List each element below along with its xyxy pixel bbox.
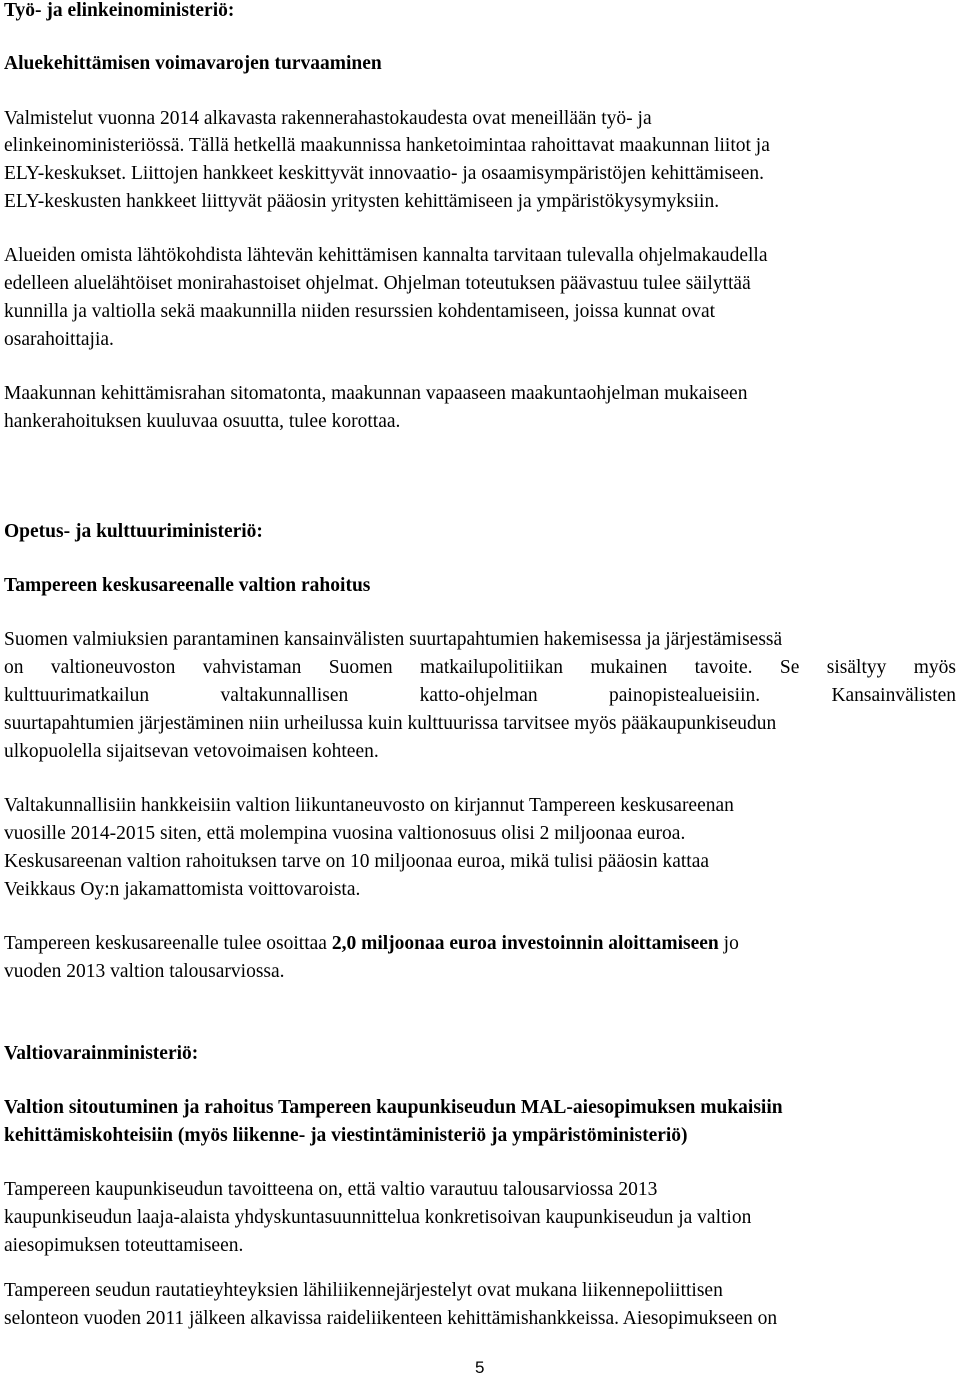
paragraph-line: ELY-keskukset. Liittojen hankkeet keskittyvät innovaatio- ja osaamisympäristöjen kehittämiseen.: [4, 163, 764, 184]
paragraph-line: suurtapahtumien järjestäminen niin urheilussa kuin kulttuurissa tarvitsee myös pääkaupunkiseudun: [4, 713, 777, 734]
paragraph-line: kulttuurimatkailun valtakunnallisen katto-ohjelman painopistealueisiin. Kansainvälisten: [4, 685, 956, 706]
paragraph-line: Alueiden omista lähtökohdista lähtevän kehittämisen kannalta tarvitaan tulevalla ohjelmakaudella: [4, 245, 768, 266]
paragraph-line: ELY-keskusten hankkeet liittyvät pääosin yritysten kehittämiseen ja ympäristökysymyksiin.: [4, 191, 720, 212]
paragraph-line: vuosille 2014-2015 siten, että molempina vuosina valtionosuus olisi 2 miljoonaa euroa.: [4, 823, 686, 844]
paragraph-line: kunnilla ja valtiolla sekä maakunnilla niiden resurssien kohdentamiseen, joissa kunnat ovat: [4, 301, 716, 322]
paragraph-line: Valmistelut vuonna 2014 alkavasta rakennerahastokaudesta ovat meneillään työ- ja: [4, 108, 652, 129]
paragraph-line: ulkopuolella sijaitsevan vetovoimaisen kohteen.: [4, 741, 379, 762]
paragraph-line: Veikkaus Oy:n jakamattomista voittovaroista.: [4, 879, 361, 900]
paragraph-line-with-emphasis: [4, 933, 739, 955]
paragraph-line: aiesopimuksen toteuttamiseen.: [4, 1235, 244, 1256]
paragraph-line: hankerahoituksen kuuluvaa osuutta, tulee korottaa.: [4, 411, 401, 432]
paragraph-line: kaupunkiseudun laaja-alaista yhdyskuntasuunnittelua konkretisoivan kaupunkiseudun ja valtion: [4, 1207, 752, 1228]
paragraph-line: Maakunnan kehittämisrahan sitomatonta, maakunnan vapaaseen maakuntaohjelman mukaiseen: [4, 383, 748, 404]
page-number: 5: [475, 1358, 485, 1377]
paragraph-line: Valtakunnallisiin hankkeisiin valtion liikuntaneuvosto on kirjannut Tampereen keskusareenan: [4, 795, 734, 816]
text-run: Tampereen keskusareenalle tulee osoittaa: [4, 933, 332, 954]
paragraph-line: edelleen aluelähtöiset monirahastoiset ohjelmat. Ohjelman toteutuksen päävastuu tulee säilyttää: [4, 273, 751, 294]
section-subheading-mal-line: Valtion sitoutuminen ja rahoitus Tampereen kaupunkiseudun MAL-aiesopimuksen mukaisiin: [4, 1097, 783, 1118]
paragraph-line: osarahoittajia.: [4, 329, 114, 350]
section-heading-okm: Opetus- ja kulttuuriministeriö:: [4, 521, 263, 542]
section-heading-tem: Työ- ja elinkeinoministeriö:: [4, 0, 235, 21]
paragraph-line: Tampereen seudun rautatieyhteyksien lähiliikennejärjestelyt ovat mukana liikennepoliittisen: [4, 1280, 723, 1301]
paragraph-line: elinkeinoministeriössä. Tällä hetkellä maakunnissa hanketoimintaa rahoittavat maakunnan liitot ja: [4, 135, 770, 156]
paragraph-line: Suomen valmiuksien parantaminen kansainvälisten suurtapahtumien hakemisessa ja järjestämisessä: [4, 629, 783, 650]
section-subheading-mal-line: kehittämiskohteisiin (myös liikenne- ja viestintäministeriö ja ympäristöministeriö): [4, 1125, 688, 1146]
text-run: jo: [718, 933, 739, 954]
section-heading-vm: Valtiovarainministeriö:: [4, 1043, 199, 1064]
paragraph-line: Keskusareenan valtion rahoituksen tarve on 10 miljoonaa euroa, mikä tulisi pääosin kattaa: [4, 851, 710, 872]
paragraph-line: Tampereen kaupunkiseudun tavoitteena on, että valtio varautuu talousarviossa 2013: [4, 1179, 658, 1200]
emphasis-text: 2,0 miljoonaa euroa investoinnin aloittamiseen: [331, 933, 719, 954]
section-subheading-aluekehittaminen: Aluekehittämisen voimavarojen turvaaminen: [4, 53, 382, 74]
paragraph-line: vuoden 2013 valtion talousarviossa.: [4, 961, 285, 982]
paragraph-line: selonteon vuoden 2011 jälkeen alkavissa raideliikenteen kehittämishankkeissa. Aiesopimukseen on: [4, 1308, 778, 1329]
section-subheading-keskusareena: Tampereen keskusareenalle valtion rahoitus: [4, 575, 371, 596]
paragraph-line: on valtioneuvoston vahvistaman Suomen matkailupolitiikan mukainen tavoite. Se sisältyy myös: [4, 657, 956, 678]
